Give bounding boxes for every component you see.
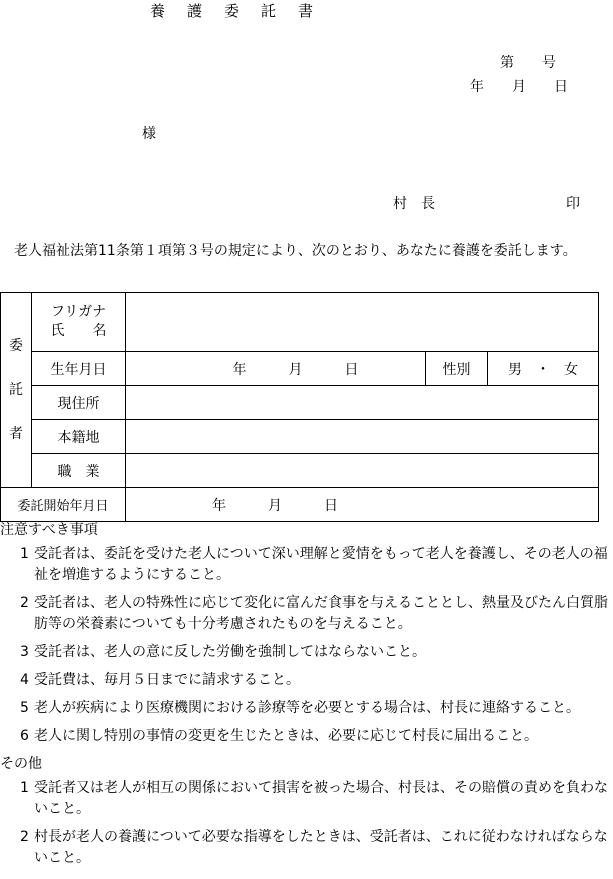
address-field[interactable] xyxy=(126,386,599,420)
other-item-number: 2 xyxy=(20,829,29,845)
notes-item-text: 受託費は、毎月５日までに請求すること。 xyxy=(34,672,300,688)
name-field[interactable] xyxy=(126,293,599,352)
notes-item xyxy=(0,642,613,663)
start-date-label: 委託開始年月日 xyxy=(1,488,126,522)
mayor-label: 村 長 xyxy=(393,196,435,212)
domicile-label: 本籍地 xyxy=(32,420,126,454)
birth-date-field[interactable]: 年 月 日 xyxy=(126,352,426,386)
notes-item-number: 6 xyxy=(20,728,29,744)
notes-item-number: 5 xyxy=(20,700,29,716)
consignee-form-table xyxy=(0,292,599,522)
birth-date-label: 生年月日 xyxy=(32,352,126,386)
notes-item-text: 老人が疾病により医療機関における診療等を必要とする場合は、村長に連絡すること。 xyxy=(34,700,580,716)
notes-item-number: 3 xyxy=(20,644,29,660)
notes-item-number: 4 xyxy=(20,672,29,688)
notes-section xyxy=(0,520,613,876)
issue-date-label: 年 月 日 xyxy=(470,79,568,95)
notes-item-text: 老人に関し特別の事情の変更を生じたときは、必要に応じて村長に届出ること。 xyxy=(34,728,538,744)
notes-item-text: 受託者は、老人の意に反した労働を強制してはならないこと。 xyxy=(34,644,426,660)
document-title: 養護委託書 xyxy=(150,2,336,20)
other-item-text: 村長が老人の養護について必要な指導をしたときは、受託者は、これに従わなければならないこと。 xyxy=(34,829,608,866)
sex-label: 性別 xyxy=(426,352,488,386)
name-label-cell xyxy=(32,293,126,352)
sex-field[interactable]: 男 ・ 女 xyxy=(488,352,599,386)
domicile-field[interactable] xyxy=(126,420,599,454)
notes-item xyxy=(0,726,613,747)
furigana-label: フリガナ xyxy=(50,304,107,320)
other-item xyxy=(0,778,613,820)
name-label: 氏 名 xyxy=(50,323,107,339)
seal-mark: 印 xyxy=(566,196,580,212)
notes-item xyxy=(0,593,613,635)
occupation-label: 職 業 xyxy=(32,454,126,488)
other-heading: その他 xyxy=(0,756,42,772)
address-label: 現住所 xyxy=(32,386,126,420)
notes-item-text: 受託者は、委託を受けた老人について深い理解と愛情をもって老人を養護し、その老人の福祉を増進するようにすること。 xyxy=(34,546,608,583)
notes-heading: 注意すべき事項 xyxy=(0,522,98,538)
document-number-label: 第 号 xyxy=(500,55,556,71)
notes-item-number: 1 xyxy=(20,546,29,562)
notes-item xyxy=(0,670,613,691)
other-item-number: 1 xyxy=(20,780,29,796)
notes-item-number: 2 xyxy=(20,595,29,611)
other-item-text: 受託者又は老人が相互の関係において損害を被った場合、村長は、その賠償の責めを負わないこと。 xyxy=(34,780,608,817)
notes-item xyxy=(0,544,613,586)
occupation-field[interactable] xyxy=(126,454,599,488)
notes-item xyxy=(0,698,613,719)
intro-paragraph: 老人福祉法第11条第１項第３号の規定により、次のとおり、あなたに養護を委託します。 xyxy=(14,243,577,259)
consignee-side-label: 委 託 者 xyxy=(1,293,32,488)
start-date-field[interactable]: 年 月 日 xyxy=(126,488,599,522)
notes-item-text: 受託者は、老人の特殊性に応じて変化に富んだ食事を与えることとし、熱量及びたん白質脂肪等の栄養素についても十分考慮されたものを与えること。 xyxy=(34,595,608,632)
addressee-suffix: 様 xyxy=(142,126,156,142)
other-item xyxy=(0,827,613,869)
